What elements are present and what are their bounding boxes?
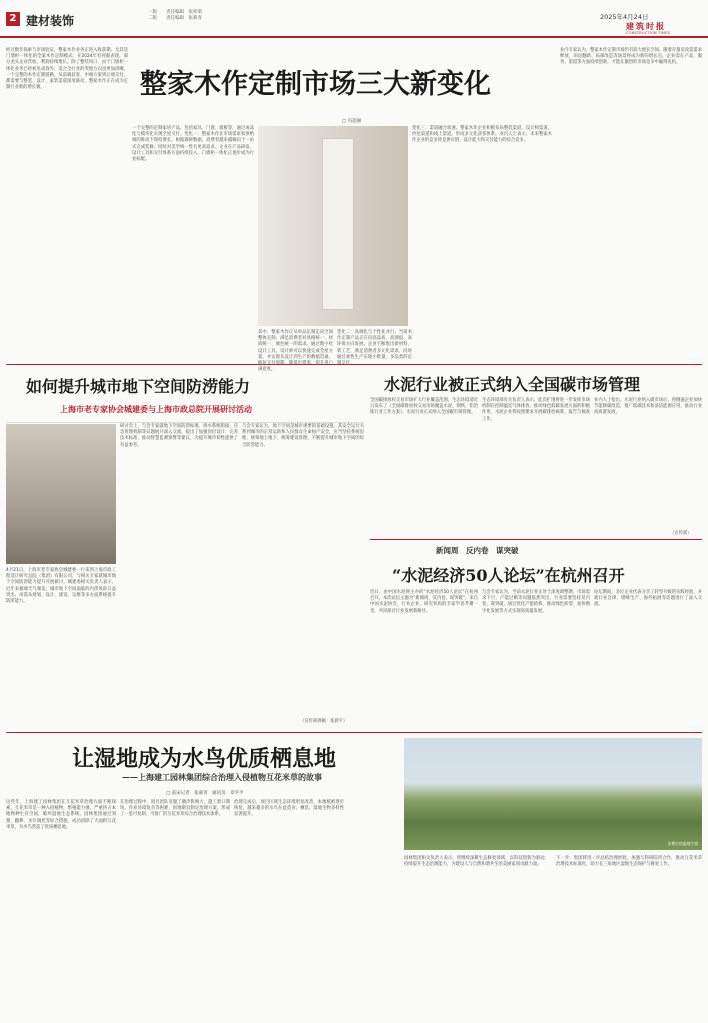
article5-body-b: 在治理过程中，项目团队克服了潮汐影响大、施工窗口期短、作业环境复杂等困难，因地制宜制定治理方案，形成了一套可复制、可推广的互花米草综合治理技术体系。 [120,800,230,818]
article1-col1: 经过数年探索与市场验证，整家木作业务正进入收获期。尤其是门墙柜一体化的全案木作定制模式，在2024年有亮眼表现，部分龙头企业营收、利润持续增长。除了整装风口，由于门墙柜一体化业务已经初见成效外，适合全行业的突围方向也更加清晰。一个完整的木作定制链路，从前端获客、中端方案到后端交付，都需要与整装、设计、家装渠道深度联动，整家木作正在成为定制行业新的增长极。 [6,48,128,91]
meeting-photo [6,424,116,564]
article4-body-b: 与会专家认为，当前水泥行业正处于深度调整期，市场需求下行、产能过剩等问题依然突出，行业需要坚持反内卷、谋突破，通过优化产能结构、推动绿色转型、加快数字化发展等方式实现高质量发展。 [482,590,590,614]
article4-body-a: 近日，由中国水泥网主办的“水泥经济50人论坛”在杭州召开。本次论坛主题为“新闻周，反内卷，谋突破”，来自中国水泥协会、行业企业、研究机构的专家学者齐聚一堂，共同探讨行业发展新路径。 [370,590,478,614]
article1-col4: 变化二：高端化与个性化并行。当前木作定制产品正在向高品质、高颜值、高环保方向发展。企业不断推出新材料、新工艺，满足消费者多元化需求，同时通过柔性生产实现小批量、多品类的定 [337,330,412,360]
article4-headline: “水泥经济50人论坛”在杭州召开 [392,566,625,585]
article3-credit: （宣传部） [670,531,692,536]
article5-body-a: 这些年，上海建工园林集团在互花米草治理方面不断探索。互花米草是一种入侵植物，繁殖能力强，严重挤占本地物种生存空间，破坏湿地生态系统。园林集团通过刈割、翻耕、水位调控等综合措施，成功清除了大面积互花米草，为水鸟营造了优质栖息地。 [6,800,116,830]
article4-kicker: 新闻周 反内卷 谋突破 [436,546,519,555]
article1-col5: 变化三：渠道融合加速。整家木作企业积极布局整装渠道、设计师渠道、拎包渠道和线上渠道，形成多元化获客体系。业内人士表示，未来整家木作企业的竞争将是供应链、设计能力和交付能力的综合竞争。 [412,126,552,144]
article5-body-c: 治理完成后，项目区域生态环境明显改善，本地植被逐步恢复，越来越多的水鸟在此觅食、栖息，湿地生物多样性显著提升。 [234,800,344,818]
article1-col3: 其中，整家木作正从单品定制走向空间整体定制，满足消费者对风格统一、材质统一、颜色统一的需求。通过数字化设计工具，设计师可以快速完成全屋方案，并实现从设计到生产的数据贯通， 满意度。 [258,330,333,373]
door-image [322,138,354,310]
wetland-photo [404,738,702,850]
article5-byline: □ 前宋记者 张嘉青 通讯员 章平平 [166,791,244,796]
issue-date: 2025年4月24日 [600,13,649,21]
newspaper-logo-en: CONSTRUCTION TIMES [626,31,671,35]
article3-body-c: 业内人士指出，水泥行业纳入碳市场后，将倒逼企业加快节能降碳改造，推广低碳技术和清洁能源应用，推动行业高质量发展。 [594,398,702,416]
page-number: 2 [6,12,20,26]
wetland-photo-caption: 治理后的湿地生境 [667,841,698,846]
article2-credit: （宣传部供稿 张晨宇） [300,719,348,724]
article1-col2: 一个完整的定制家居产品，包括家具、门窗、墙板等，通过成品化与模块化实现全屋交付。变化一：整家木作在市场需求和供给端的推动下保持增长。根据调研数据，消费者越来越倾向于一站式完成装修，同时对美学统一性有更高追求。企业在产品研发、设计工具和交付体系方面持续投入，门墙柜一体化正逐步成为行业标配。 [132,126,254,163]
article2-body-a: 4月21日，上海市老专家协会城建委一行来到上海市政工程设计研究总院（集团）有限公司，与相关专家就城市地下空间防涝能力提升开展研讨。城建委相关负责人表示，近年来极端天气频发，城市地下空间面临的内涝风险日益突出，亟需从规划、设计、建设、运维等多方面系统提升防涝能力。 [6,568,116,605]
article3-body-b: 生态环境部有关负责人表示，此次扩围将进一步发挥市场机制在控制温室气体排放、推动绿色低碳发展方面的积极作用，水泥企业将按照要求开展碳排放核算、报告与核查工作。 [482,398,590,422]
article5-subhead: ——上海建工园林集团综合治理入侵植物互花米草的故事 [122,772,322,782]
divider-2 [370,539,702,540]
article3-headline: 水泥行业被正式纳入全国碳市场管理 [384,375,641,394]
article2-body-c: 与会专家认为，地下空间是城市重要的基础设施，其安全运行关系到城市的正常运转和人民群众生命财产安全，应当坚持系统思维，统筹地上地下、统筹建设管理，不断提升城市地下空间的综合防涝能力。 [242,424,364,448]
article2-headline: 如何提升城市地下空间防涝能力 [26,377,251,396]
article2-body-b: 研讨会上，与会专家就地下空间防涝标准、排水系统衔接、应急管理机制等议题展开深入交流，提出了加强顶层设计、完善技术标准、推动智慧监测预警等建议，为提升城市韧性提供了有益参考。 [120,424,238,448]
article3-body-a: 全国碳排放权交易市场扩大行业覆盖范围，生态环境部近日发布了《全国碳排放权交易市场覆盖水泥、钢铁、铝冶炼行业工作方案》，水泥行业正式纳入全国碳市场管理。 [370,398,478,416]
editor-line-1: 一版 责任编辑 张梓萌 [148,10,202,15]
article5-headline: 让湿地成为水鸟优质栖息地 [72,746,337,772]
newspaper-logo: 建筑时报 [626,22,666,31]
article1-byline: □ 冯超丽 [342,119,362,124]
section-title: 建材装饰 [26,14,75,28]
editor-info [148,10,202,22]
article5-body-e: 下一步，集团将进一步总结治理经验，加强与科研院所合作，推动互花米草治理技术标准化，助力长三角地区湿地生态保护与修复工作。 [556,856,702,868]
article2-subhead: 上海市老专家协会城建委与上海市政总院开展研讨活动 [60,404,252,414]
editor-line-2: 二版 责任编辑 张莉青 [148,16,202,21]
article4-body-c: 论坛期间，多位企业代表分享了转型升级的实践经验，并就行业自律、错峰生产、海外拓展等话题进行了深入交流。 [594,590,702,608]
article1-headline: 整家木作定制市场三大新变化 [140,69,491,100]
article1-photo [258,126,408,326]
divider-3 [6,732,702,733]
article5-body-d: 园林集团相关负责人表示，将继续深耕生态修复领域，以科技创新为驱动，持续提升生态治理能力，为建设人与自然和谐共生的美丽家园贡献力量。 [404,856,549,868]
divider-1 [6,364,702,365]
article1-col6: 业内专家认为，整家木作定制市场仍有较大增长空间。随着存量房改造需求释放，旧房翻新、局部改造等场景将成为新的增长点，企业需在产品、服务、渠道等方面持续创新，才能在激烈的市场竞争中赢得先机。 [560,48,702,66]
